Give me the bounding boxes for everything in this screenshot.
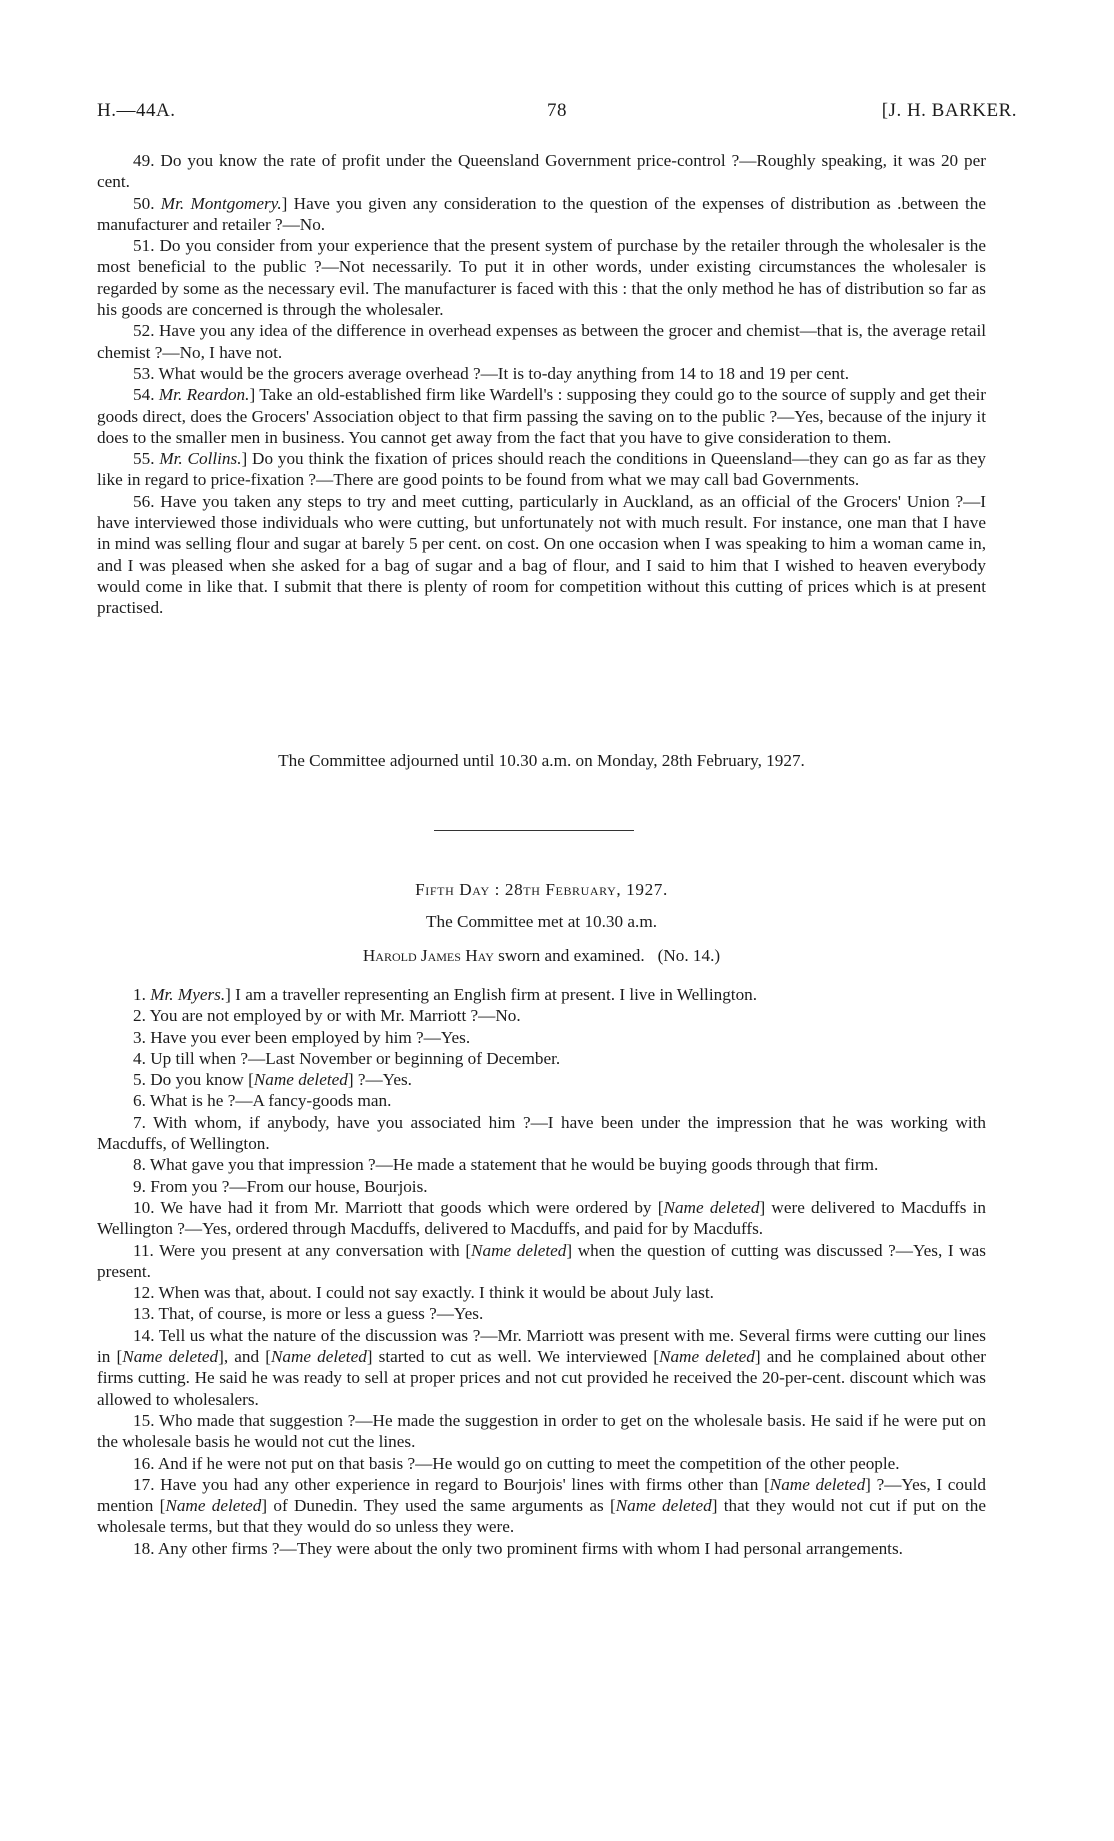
question-paragraph (97, 1538, 986, 1559)
speaker-name: Mr. Collins. (159, 449, 242, 469)
question-number: 8. (133, 1155, 146, 1175)
section-divider (434, 830, 634, 831)
name-deleted-marker: [Name deleted] (657, 1197, 766, 1217)
question-number: 14. (133, 1325, 155, 1345)
question-paragraph (97, 1282, 986, 1303)
question-text: I am a traveller representing an English firm at present. I live in Wellington. (235, 985, 758, 1004)
question-number: 49. (133, 151, 155, 170)
question-paragraph (97, 1240, 986, 1283)
question-paragraph (97, 1048, 986, 1069)
witness-number: (No. 14.) (657, 946, 721, 965)
question-number: 7. (133, 1112, 146, 1132)
question-text: Have you ever been employed by him ?—Yes. (150, 1027, 471, 1047)
page-header (97, 100, 1017, 134)
question-text: Tell us what the nature of the discussion was ?—Mr. Marriott was present with me. Several firms were cutting our lines in [Name deleted], and [Name deleted] started to cut as well. We interviewed [Name deleted] and he complained about other firms cutting. He said he was ready to sell at proper prices and not cut provided he received the 20-per-cent. discount which was allowed to wholesalers. (97, 1325, 986, 1409)
question-paragraph (97, 1069, 986, 1090)
question-text: And if he were not put on that basis ?—He would go on cutting to meet the competition of the other people. (157, 1453, 900, 1473)
question-number: 15. (133, 1410, 155, 1430)
question-paragraph (97, 1453, 986, 1474)
question-paragraph (97, 1474, 986, 1538)
question-text: Have you given any consideration to the question of the expenses of distribution as .between the manufacturer and retailer ?—No. (97, 193, 986, 234)
question-number: 4. (133, 1048, 146, 1068)
evidence-block-1 (97, 150, 986, 619)
question-text: What gave you that impression ?—He made a statement that he would be buying goods through that firm. (149, 1155, 879, 1175)
question-text: That, of course, is more or less a guess ?—Yes. (158, 1304, 484, 1324)
name-deleted-marker: [Name deleted] (653, 1347, 761, 1367)
question-number: 13. (133, 1304, 155, 1324)
question-text: With whom, if anybody, have you associated him ?—I have been under the impression that he was working with Macduffs, of Wellington. (97, 1112, 986, 1154)
question-number: 51. (133, 236, 155, 256)
question-number: 56. (133, 491, 155, 511)
question-number: 50. (133, 193, 155, 213)
name-deleted-marker: [Name deleted] (159, 1496, 268, 1516)
question-text: Who made that suggestion ?—He made the suggestion in order to get on the wholesale basis. He said if he were put on the wholesale basis he would not cut the lines. (97, 1410, 986, 1452)
question-paragraph: 50. Mr. Montgomery.] Have you given any consideration to the question of the expenses of distribution as .between the manufacturer and retailer ?—No. (97, 193, 986, 234)
name-deleted-marker: [Name deleted] (465, 1240, 573, 1260)
question-paragraph (97, 1410, 986, 1453)
question-paragraph: 54. Mr. Reardon.] Take an old-established firm like Wardell's : supposing they could go to the source of supply and get their goods direct, does the Grocers' Association object to that firm passing the saving on to the public ?—Yes, because of the injury it does to the smaller men in business. You cannot get away from the fact that you have to give consideration to them. (97, 385, 987, 447)
evidence-block-2 (97, 984, 986, 1559)
header-witness-name: [J. H. BARKER. (881, 100, 1017, 121)
question-number: 2. (133, 1006, 146, 1026)
question-paragraph (97, 1303, 986, 1324)
question-number: 11. (133, 1240, 154, 1260)
question-text: Up till when ?—Last November or beginning of December. (150, 1048, 561, 1068)
name-deleted-marker: [Name deleted] (764, 1474, 871, 1494)
question-paragraph (97, 1176, 986, 1197)
question-number: 54. (133, 385, 155, 405)
question-paragraph (97, 320, 986, 363)
question-number: 52. (133, 321, 155, 341)
question-paragraph (97, 491, 986, 619)
question-text: We have had it from Mr. Marriott that goods which were ordered by [Name deleted] were delivered to Macduffs in Wellington ?—Yes, ordered through Macduffs, delivered to Macduffs, and paid for by Macduffs. (97, 1197, 986, 1239)
question-text: Have you any idea of the difference in overhead expenses as between the grocer and chemist—that is, the average retail chemist ?—No, I have not. (97, 321, 987, 362)
question-text: From you ?—From our house, Bourjois. (150, 1176, 428, 1196)
question-paragraph (97, 1005, 986, 1026)
question-number: 3. (133, 1027, 146, 1047)
question-paragraph: 55. Mr. Collins.] Do you think the fixation of prices should reach the conditions in Queensland—they can go as far as they like in regard to price-fixation ?—There are good points to be found from what we may call bad Governments. (97, 449, 987, 490)
question-paragraph: 1. Mr. Myers.] I am a traveller representing an English firm at present. I live in Wellington. (133, 985, 758, 1004)
adjournment-note: The Committee adjourned until 10.30 a.m. on Monday, 28th February, 1927. (278, 751, 805, 770)
question-number: 18. (133, 1538, 155, 1558)
question-paragraph (97, 363, 986, 384)
witness-sworn-text: sworn and examined. (498, 946, 645, 965)
question-number: 10. (133, 1197, 155, 1217)
question-text: Do you consider from your experience that the present system of purchase by the retailer through the wholesaler is the most beneficial to the public ?—Not necessarily. To put it in other words, under existing circumstances the wholesaler is regarded by some as the necessary evil. The manufacturer is faced with this : that the only method he has of distribution so far as his goods are concerned is through the wholesaler. (97, 236, 987, 320)
header-paper-reference: H.—44A. (97, 100, 176, 121)
question-number: 53. (133, 363, 155, 383)
question-text: Any other firms ?—They were about the only two prominent firms with whom I had personal arrangements. (157, 1538, 903, 1558)
question-number: 6. (133, 1091, 146, 1111)
question-text: Do you think the fixation of prices should reach the conditions in Queensland—they can go as far as they like in regard to price-fixation ?—There are good points to be found from what we may call bad Governments. (97, 449, 987, 490)
speaker-name: Mr. Reardon. (158, 385, 250, 405)
speaker-name: Mr. Montgomery. (160, 193, 282, 213)
question-number: 12. (133, 1283, 155, 1303)
question-text: Do you know the rate of profit under the Queensland Government price-control ?—Roughly speaking, it was 20 per cent. (97, 151, 986, 192)
question-paragraph (97, 1027, 986, 1048)
witness-name: Harold James Hay (362, 946, 494, 965)
speaker-name: Mr. Myers. (150, 985, 226, 1004)
name-deleted-marker: [Name deleted] (609, 1496, 718, 1516)
question-text: Take an old-established firm like Wardell's : supposing they could go to the source of supply and get their goods direct, does the Grocers' Association object to that firm passing the saving on to the public ?—Yes, because of the injury it does to the smaller men in business. You cannot get away from the fact that you have to give consideration to them. (97, 385, 987, 447)
day-heading: Fifth Day : 28th February, 1927. (415, 880, 668, 899)
question-paragraph (97, 150, 986, 193)
question-number: 55. (133, 449, 155, 469)
question-text: You are not employed by or with Mr. Marriott ?—No. (149, 1006, 521, 1026)
name-deleted-marker: [Name deleted] (116, 1347, 224, 1367)
question-text: Have you taken any steps to try and meet cutting, particularly in Auckland, as an official of the Grocers' Union ?—I have interviewed those individuals who were cutting, but unfortunately not with much result. For instance, one man that I have in mind was selling flour and sugar at barely 5 per cent. on cost. On one occasion when I was speaking to him a woman came in, and I was pleased when she asked for a bag of sugar and a bag of flour, and I said to him that I wished to heaven everybody would come in like that. I submit that there is plenty of room for competition without this cutting of prices which is at present practised. (97, 491, 987, 618)
question-text: When was that, about. I could not say exactly. I think it would be about July last. (158, 1283, 714, 1303)
question-number: 17. (133, 1474, 155, 1494)
question-paragraph (97, 1325, 986, 1410)
name-deleted-marker: [Name deleted] (265, 1347, 373, 1367)
question-number: 5. (133, 1070, 146, 1090)
question-number: 16. (133, 1453, 155, 1473)
question-paragraph (97, 1154, 986, 1175)
question-number: 1. (133, 985, 146, 1004)
question-text: What is he ?—A fancy-goods man. (149, 1091, 392, 1111)
committee-met-line: The Committee met at 10.30 a.m. (425, 912, 658, 931)
question-paragraph (97, 1197, 986, 1240)
witness-heading (97, 946, 986, 966)
question-text: Have you had any other experience in regard to Bourjois' lines with firms other than [Name deleted] ?—Yes, I could mention [Name deleted] of Dunedin. They used the same arguments as [Name deleted] that they would not cut if put on the wholesale terms, but that they would do so unless they were. (97, 1474, 986, 1537)
question-text: What would be the grocers average overhead ?—It is to-day anything from 14 to 18 and 19 per cent. (158, 363, 850, 383)
question-paragraph (97, 1112, 986, 1155)
question-paragraph (97, 235, 986, 320)
header-page-number: 78 (547, 100, 567, 121)
question-text: Were you present at any conversation with [Name deleted] when the question of cutting was discussed ?—Yes, I was present. (97, 1240, 986, 1281)
question-number: 9. (133, 1176, 146, 1196)
name-deleted-marker: [Name deleted] (248, 1070, 354, 1090)
question-text: Do you know [Name deleted] ?—Yes. (150, 1070, 412, 1090)
question-paragraph (97, 1090, 986, 1111)
